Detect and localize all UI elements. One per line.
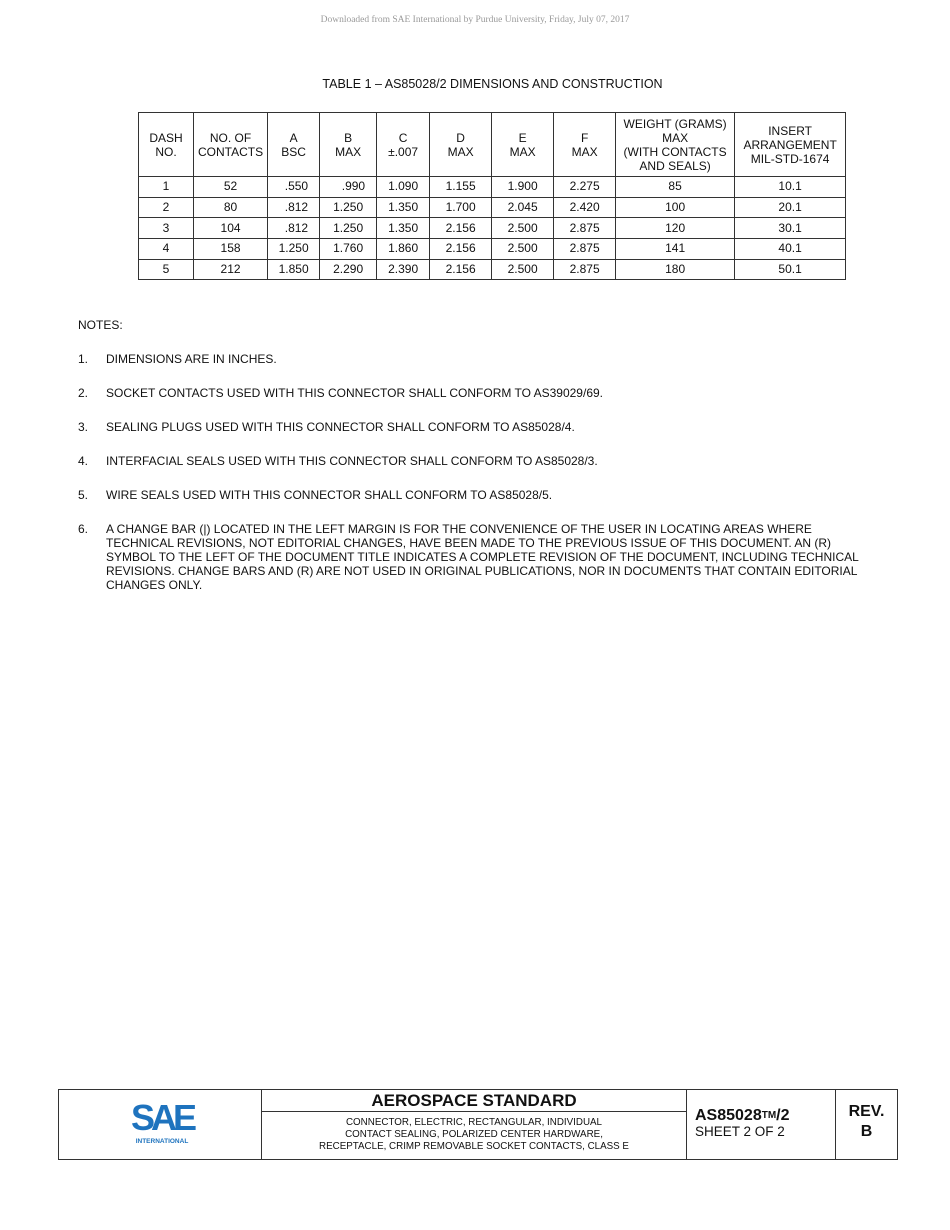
cell-d: 2.156	[430, 239, 492, 260]
cell-dash-no: 1	[139, 177, 194, 198]
note-item	[78, 386, 878, 400]
cell-contacts: 104	[194, 218, 268, 239]
note-text: INTERFACIAL SEALS USED WITH THIS CONNECTOR SHALL CONFORM TO AS85028/3.	[106, 454, 598, 468]
cell-c: 1.090	[377, 177, 430, 198]
note-text: A CHANGE BAR (|) LOCATED IN THE LEFT MARGIN IS FOR THE CONVENIENCE OF THE USER IN LOCATING AREAS WHERE TECHNICAL REVISIONS, NOT EDITORIAL CHANGES, HAVE BEEN MADE TO THE PREVIOUS ISSUE OF THIS DOCUMENT. AN (R) SYMBOL TO THE LEFT OF THE DOCUMENT TITLE INDICATES A COMPLETE REVISION OF THE DOCUMENT, INCLUDING TECHNICAL REVISIONS. CHANGE BARS AND (R) ARE NOT USED IN ORIGINAL PUBLICATIONS, NOR IN DOCUMENTS THAT CONTAIN EDITORIAL CHANGES ONLY.	[106, 522, 859, 592]
cell-weight: 100	[616, 197, 735, 218]
cell-d: 2.156	[430, 259, 492, 280]
sae-logo-mark: SAE	[130, 1100, 194, 1138]
col-header-dash-no: DASH NO.	[139, 113, 194, 177]
cell-d: 1.155	[430, 177, 492, 198]
cell-dash-no: 2	[139, 197, 194, 218]
cell-b: 1.250	[320, 197, 377, 218]
col-header-insert-arrangement: INSERT ARRANGEMENT MIL-STD-1674	[735, 113, 846, 177]
notes-section	[78, 318, 878, 612]
cell-e: 2.500	[492, 218, 554, 239]
cell-c: 1.350	[377, 197, 430, 218]
cell-b: .990	[320, 177, 377, 198]
col-header-a: A BSC	[268, 113, 320, 177]
table-row	[139, 259, 846, 280]
col-header-e: E MAX	[492, 113, 554, 177]
cell-contacts: 158	[194, 239, 268, 260]
cell-a: .812	[268, 197, 320, 218]
cell-insert: 10.1	[735, 177, 846, 198]
document-description: CONNECTOR, ELECTRIC, RECTANGULAR, INDIVIDUAL CONTACT SEALING, POLARIZED CENTER HARDWARE, RECEPTACLE, CRIMP REMOVABLE SOCKET CONTACTS, CLASS E	[319, 1117, 629, 1152]
note-item	[78, 522, 878, 592]
note-number: 6.	[78, 522, 89, 536]
cell-insert: 50.1	[735, 259, 846, 280]
cell-a: .812	[268, 218, 320, 239]
cell-dash-no: 3	[139, 218, 194, 239]
cell-f: 2.875	[554, 218, 616, 239]
table-row	[139, 239, 846, 260]
standard-type: AEROSPACE STANDARD	[262, 1090, 686, 1112]
cell-f: 2.275	[554, 177, 616, 198]
cell-b: 2.290	[320, 259, 377, 280]
cell-f: 2.420	[554, 197, 616, 218]
cell-weight: 180	[616, 259, 735, 280]
col-header-c: C ±.007	[377, 113, 430, 177]
cell-c: 1.860	[377, 239, 430, 260]
cell-c: 2.390	[377, 259, 430, 280]
cell-b: 1.250	[320, 218, 377, 239]
cell-dash-no: 5	[139, 259, 194, 280]
download-watermark: Downloaded from SAE International by Purdue University, Friday, July 07, 2017	[320, 15, 630, 25]
note-number: 3.	[78, 420, 89, 434]
table-header-row	[139, 113, 846, 177]
table-title: TABLE 1 – AS85028/2 DIMENSIONS AND CONSTRUCTION	[322, 77, 663, 91]
sae-logo-subtext: INTERNATIONAL	[135, 1138, 189, 1145]
sheet-number: SHEET 2 OF 2	[695, 1124, 785, 1139]
col-header-f: F MAX	[554, 113, 616, 177]
note-item	[78, 420, 878, 434]
note-text: WIRE SEALS USED WITH THIS CONNECTOR SHALL CONFORM TO AS85028/5.	[106, 488, 553, 502]
dimensions-table	[138, 112, 846, 280]
col-header-contacts: NO. OF CONTACTS	[194, 113, 268, 177]
note-item	[78, 488, 878, 502]
col-header-d: D MAX	[430, 113, 492, 177]
note-number: 5.	[78, 488, 89, 502]
cell-f: 2.875	[554, 239, 616, 260]
revision-label: REV.	[848, 1103, 885, 1120]
notes-title: NOTES:	[78, 318, 123, 332]
logo-cell	[59, 1090, 262, 1159]
note-number: 2.	[78, 386, 89, 400]
sae-logo	[127, 1100, 197, 1146]
table-row	[139, 177, 846, 198]
note-number: 1.	[78, 352, 89, 366]
note-text: SOCKET CONTACTS USED WITH THIS CONNECTOR SHALL CONFORM TO AS39029/69.	[106, 386, 603, 400]
cell-insert: 30.1	[735, 218, 846, 239]
cell-insert: 20.1	[735, 197, 846, 218]
cell-dash-no: 4	[139, 239, 194, 260]
note-item	[78, 352, 878, 366]
cell-weight: 85	[616, 177, 735, 198]
cell-c: 1.350	[377, 218, 430, 239]
cell-contacts: 52	[194, 177, 268, 198]
cell-e: 2.045	[492, 197, 554, 218]
cell-f: 2.875	[554, 259, 616, 280]
note-number: 4.	[78, 454, 89, 468]
cell-contacts: 80	[194, 197, 268, 218]
note-text: SEALING PLUGS USED WITH THIS CONNECTOR SHALL CONFORM TO AS85028/4.	[106, 420, 575, 434]
cell-insert: 40.1	[735, 239, 846, 260]
revision-value: B	[860, 1123, 873, 1140]
cell-contacts: 212	[194, 259, 268, 280]
table-row	[139, 218, 846, 239]
cell-a: 1.850	[268, 259, 320, 280]
cell-weight: 120	[616, 218, 735, 239]
cell-b: 1.760	[320, 239, 377, 260]
col-header-weight: WEIGHT (GRAMS) MAX (WITH CONTACTS AND SEALS)	[616, 113, 735, 177]
cell-a: .550	[268, 177, 320, 198]
table-row	[139, 197, 846, 218]
note-item	[78, 454, 878, 468]
document-number-cell	[687, 1090, 836, 1159]
note-text: DIMENSIONS ARE IN INCHES.	[106, 352, 277, 366]
col-header-b: B MAX	[320, 113, 377, 177]
document-number: AS85028TM/2	[695, 1107, 790, 1124]
cell-a: 1.250	[268, 239, 320, 260]
cell-e: 1.900	[492, 177, 554, 198]
cell-weight: 141	[616, 239, 735, 260]
cell-e: 2.500	[492, 239, 554, 260]
cell-d: 2.156	[430, 218, 492, 239]
title-cell	[262, 1090, 687, 1159]
revision-cell	[836, 1090, 897, 1159]
cell-e: 2.500	[492, 259, 554, 280]
title-block	[58, 1089, 898, 1160]
cell-d: 1.700	[430, 197, 492, 218]
